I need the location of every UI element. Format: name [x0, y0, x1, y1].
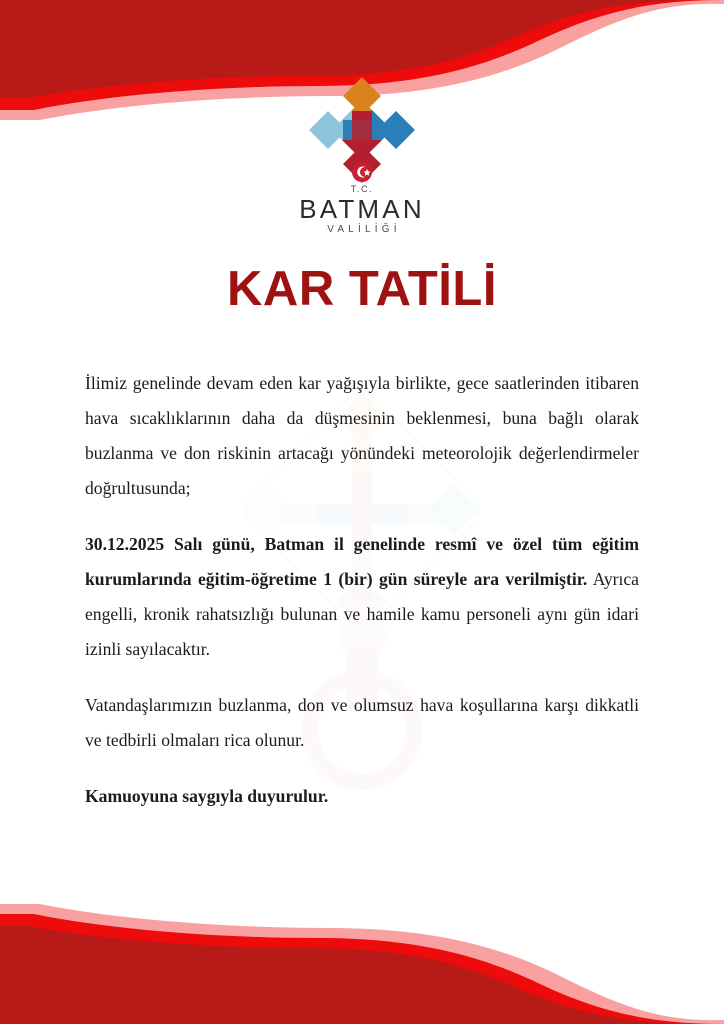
decision-rest-text: Ayrıca engelli, kronik rahatsızlığı bulunan ve hamile kamu personeli aynı gün idari izinli sayılacaktır.: [85, 569, 639, 659]
swoosh-pink-layer-bottom: [0, 904, 724, 1024]
swoosh-bright-red-layer-bottom: [0, 914, 724, 1024]
announcement-body: [85, 366, 639, 814]
page-title: KAR TATİLİ: [227, 262, 497, 316]
logo-tc-label: T.C.: [350, 184, 374, 194]
institution-logo: [0, 74, 724, 236]
paragraph-decision: [85, 527, 639, 667]
bottom-decoration-swoosh: [0, 849, 724, 1024]
decision-bold-text: 30.12.2025 Salı günü, Batman il genelinde resmî ve özel tüm eğitim kurumlarında eğitim-öğretime 1 (bir) gün süreyle ara verilmiştir.: [85, 534, 639, 589]
logo-name-label: BATMAN: [299, 194, 425, 224]
paragraph-warning: Vatandaşlarımızın buzlanma, don ve olumsuz hava koşullarına karşı dikkatli ve tedbirli olmaları rica olunur.: [85, 695, 639, 750]
batman-valiligi-emblem-icon: [306, 74, 418, 186]
paragraph-closing: Kamuoyuna saygıyla duyurulur.: [85, 786, 329, 806]
swoosh-dark-red-layer-bottom: [0, 926, 724, 1024]
paragraph-intro: İlimiz genelinde devam eden kar yağışıyla birlikte, gece saatlerinden itibaren hava sıcaklıklarının daha da düşmesinin beklenmesi, buna bağlı olarak buzlanma ve don riskinin artacağı yönündeki meteorolojik değerlendirmeler doğrultusunda;: [85, 373, 639, 498]
logo-subtitle-label: VALİLİĞİ: [327, 224, 401, 235]
